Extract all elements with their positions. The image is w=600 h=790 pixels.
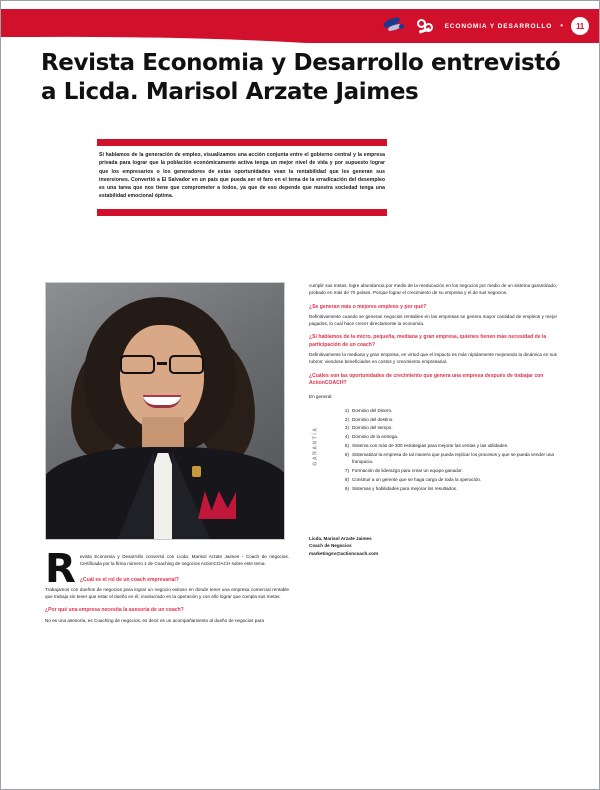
question-heading-5: ¿Cuáles son las oportunidades de crecimiento que genera una empresa después de trabajar con ActionCOACH?	[309, 372, 544, 386]
answer-text-3: Definitivamente cuando se generan negocios rentables en las empresas se genera mayor cantidad de empleos y mejor pagados, lo cual hace crecer directamente la economía.	[309, 313, 557, 327]
page-number-badge: 11	[571, 17, 589, 35]
list-item	[339, 451, 557, 466]
list-item-number: 6)	[344, 451, 349, 457]
list-item-number: 4)	[344, 434, 349, 440]
list-item-label: Dominio del Dinero.	[352, 407, 393, 413]
economia-desarrollo-logo-icon	[383, 18, 409, 35]
author-email[interactable]: marketingsv@actioncoach.com	[309, 550, 379, 556]
author-signature	[309, 535, 557, 557]
list-item-label: Dominio de la entrega.	[352, 434, 399, 440]
glasses-icon	[118, 355, 206, 375]
list-item	[339, 442, 557, 449]
question-heading-1: ¿Cuál es el rol de un coach empresarial?	[79, 576, 179, 583]
answer-text-1: Trabajamos con dueños de negocios para lograr un negocio exitoso en donde tener una empresa comercial rentable que trabaja sin tener que estar el dueño en él, involucrado en la operación y con ello lograr que cumpla sus metas.	[45, 586, 289, 600]
question-heading-3: ¿Se generan más o mejores empleos y por qué?	[309, 303, 427, 310]
actioncoach-logo-icon	[416, 18, 438, 35]
list-item	[339, 433, 557, 440]
portrait-photo	[45, 282, 285, 540]
intro-block	[97, 139, 387, 216]
header-separator-dot: •	[560, 21, 563, 30]
header-magazine-label: ECONOMIA Y DESARROLLO	[444, 22, 553, 30]
vertical-guarantee-label: GARANTÍA	[313, 426, 319, 466]
list-item-number: 8)	[344, 476, 349, 482]
lapel-pin-icon	[192, 466, 201, 477]
list-item-label: Dominio del tiempo.	[352, 425, 393, 431]
list-item-number: 5)	[344, 443, 349, 449]
intro-rule-top	[97, 139, 387, 146]
intro-paragraph: Si hablamos de la generación de empleo, visualizamos una acción conjunta entre el gobierno central y la empresa privada para lograr que la población económicamente activa tenga un mejor nivel de vida y por supuesto lograr que los empresarios o los generadores de estas oportunidades vean la rentabilidad que les generan sus inversiones. Convertió a El Salvador en un país que pueda ser el faro en el tema de la erradicación del desempleo es una tarea que nos tiene que comprometer a todos, ya que de eso depende que nuestra sociedad tenga una estabilidad emocional óptima.	[99, 152, 385, 200]
header-right-group	[383, 9, 589, 43]
list-item	[339, 416, 557, 423]
lead-paragraph-text: evista Economia y Desarrollo conversó con Licda. Marisol Arzate Jaimes - Coach de negocios. Certificada por la firma número 1 de Coaching de negocios ActionCOACH sobre este tema:	[79, 554, 289, 567]
right-text-column	[309, 282, 557, 557]
list-item-label: Formación de liderazgo para crear un equipo ganador.	[352, 468, 463, 474]
intro-rule-bottom	[97, 209, 387, 216]
author-role: Coach de Negocios	[309, 543, 352, 549]
question-heading-2: ¿Por qué una empresa necesita la asesoría de un coach?	[45, 607, 184, 614]
list-intro-text: En general:	[309, 394, 333, 400]
answer-text-4: Definitivamente la mediana y gran empresa, en virtud que el impacto es más rápidamente mejorando la dinámica en sus rubros: viendose beneficiados en costos y crecimiento empresarial.	[309, 352, 557, 365]
answer-text-2: No es una asesoría, es Coaching de negocios, es decir es un acompañamiento al dueño de negocios para	[45, 617, 265, 623]
list-item-number: 9)	[344, 485, 349, 491]
face	[120, 325, 204, 431]
list-item-number: 2)	[344, 416, 349, 422]
page-header-banner	[1, 9, 600, 43]
continuation-text: cumplir sus metas, logre abundancia por medio de la reeducación en los negocios por medio de un sistema garantizado, probado en más de 70 países. Porque lograr el crecimiento de su empresa y el de sus negocios.	[309, 283, 557, 296]
list-item-number: 3)	[344, 425, 349, 431]
author-name: Licda. Marisol Arzate Jaimes	[309, 535, 372, 541]
question-heading-4: ¿Si hablamos de la micro, pequeña, mediana y gran empresa, quiénes tienen más necesidad de la participación de un coach?	[309, 334, 547, 348]
list-item-label: Construir a un gerente que se haga cargo de toda la operación.	[352, 476, 482, 482]
guarantee-list-block	[309, 407, 557, 523]
list-item	[339, 476, 557, 483]
list-item-label: Sistemas y habilidades para mejorar los resultados.	[352, 485, 458, 491]
drop-cap: R	[45, 546, 76, 592]
list-item-label: Sistematizar la empresa de tal manera que pueda replicar los procesos y que se pueda vender una franquicia.	[352, 451, 554, 465]
page-title: Revista Economia y Desarrollo entrevistó a Licda. Marisol Arzate Jaimes	[41, 50, 561, 106]
left-text-column	[45, 546, 289, 624]
list-item-number: 7)	[344, 468, 349, 474]
list-item-label: Dominio del destino.	[352, 416, 394, 422]
list-item-number: 1)	[344, 407, 349, 413]
list-item	[339, 424, 557, 431]
list-item	[339, 407, 557, 414]
list-item-label: Sistema con más de 300 estrategias para mejorar las ventas y las utilidades.	[352, 443, 509, 449]
list-item	[339, 467, 557, 474]
numbered-benefits-list	[339, 407, 557, 492]
list-item	[339, 485, 557, 492]
